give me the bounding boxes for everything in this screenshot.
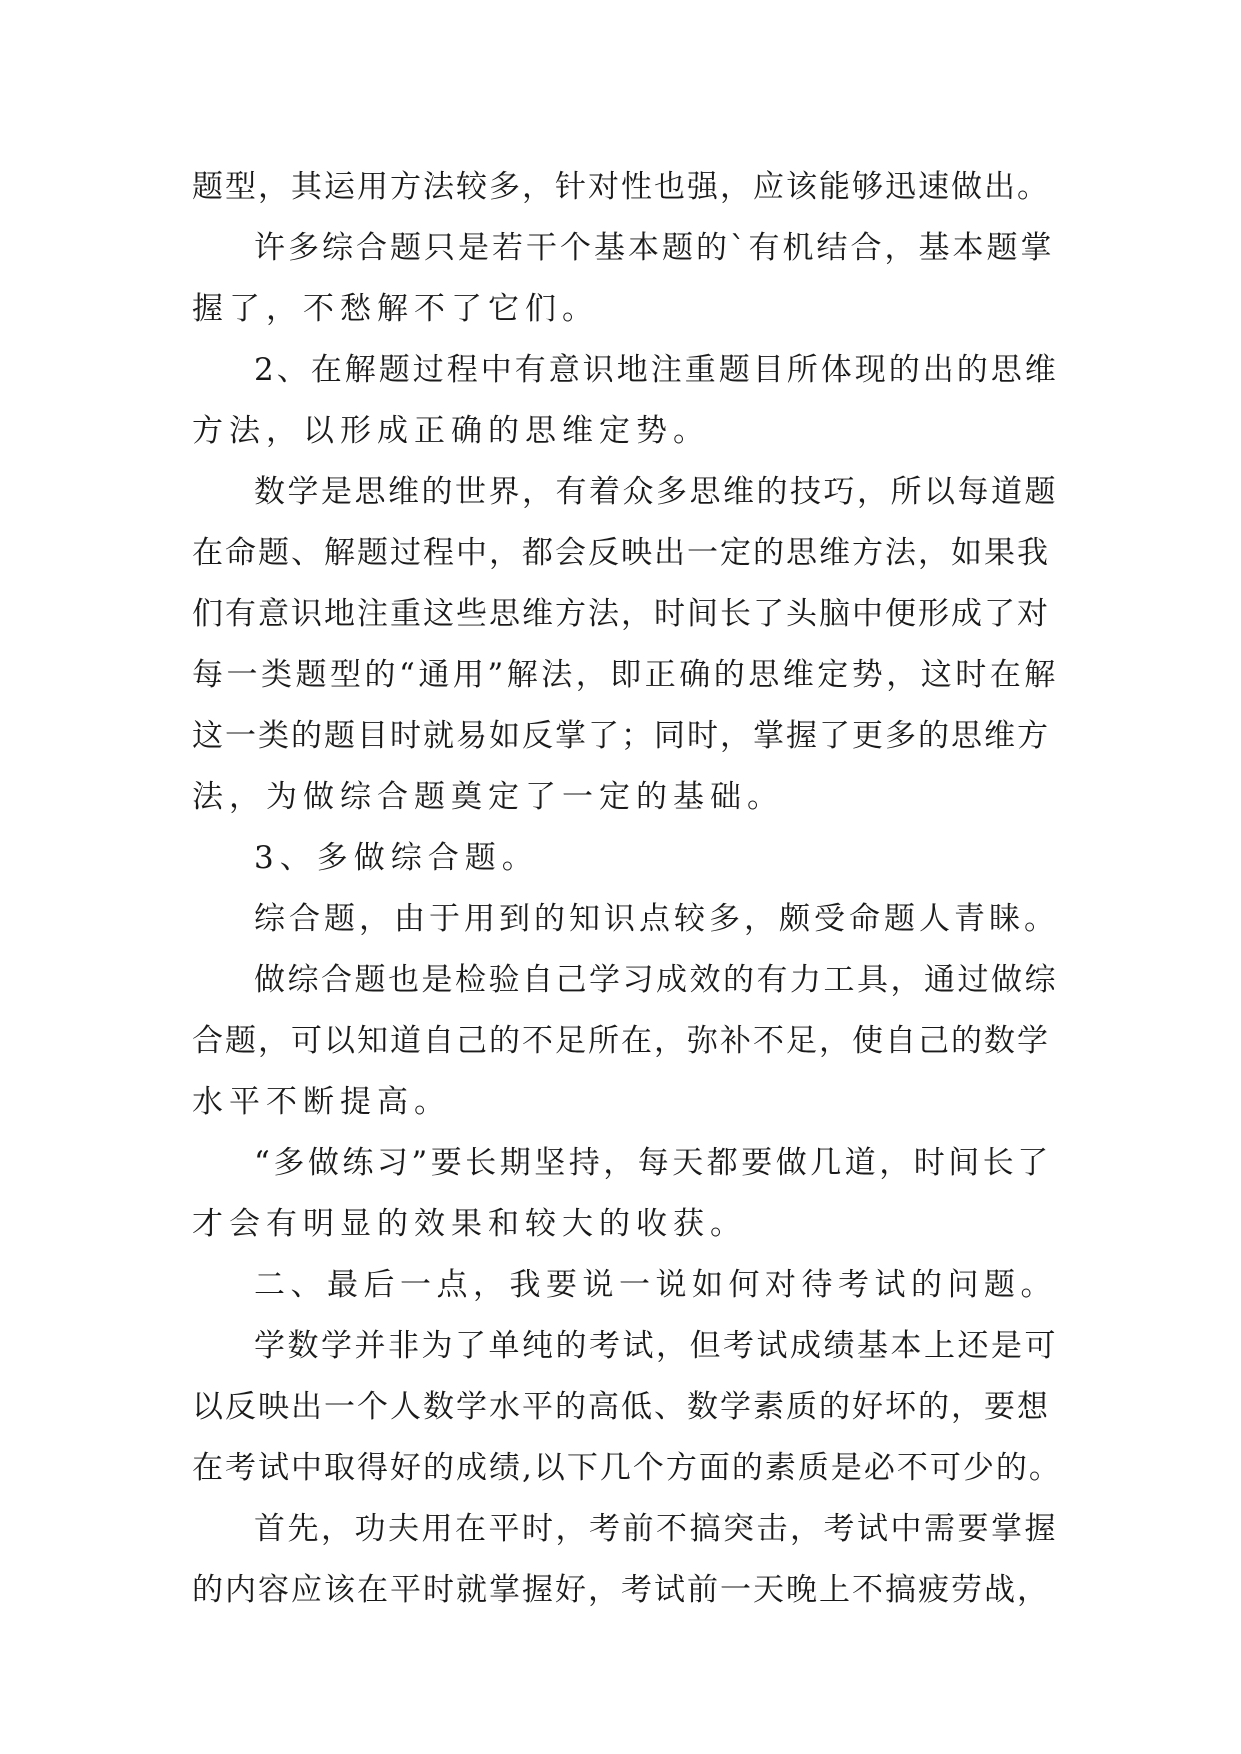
- text-line: 2、在解题过程中有意识地注重题目所体现的出的思维: [254, 352, 1059, 388]
- text-line: 3、多做综合题。: [254, 840, 539, 876]
- text-line: 法，为做综合题奠定了一定的基础。: [192, 779, 784, 815]
- text-line: 在考试中取得好的成绩,以下几个方面的素质是必不可少的。: [192, 1450, 1062, 1486]
- text-line: 首先，功夫用在平时，考前不搞突击，考试中需要掌握: [254, 1511, 1058, 1547]
- text-line: 综合题，由于用到的知识点较多，颇受命题人青睐。: [254, 901, 1059, 937]
- text-line: 的内容应该在平时就掌握好，考试前一天晚上不搞疲劳战，: [192, 1572, 1050, 1608]
- text-line: 题型，其运用方法较多，针对性也强，应该能够迅速做出。: [192, 169, 1050, 205]
- text-line: 二、最后一点，我要说一说如何对待考试的问题。: [254, 1267, 1057, 1303]
- text-line: 这一类的题目时就易如反掌了；同时，掌握了更多的思维方: [192, 718, 1050, 754]
- text-line: 学数学并非为了单纯的考试，但考试成绩基本上还是可: [254, 1328, 1058, 1364]
- text-line: 在命题、解题过程中，都会反映出一定的思维方法，如果我: [192, 535, 1050, 571]
- text-line: 许多综合题只是若干个基本题的`有机结合，基本题掌: [254, 230, 1055, 266]
- text-line: 以反映出一个人数学水平的高低、数学素质的好坏的，要想: [192, 1389, 1050, 1425]
- text-line: 们有意识地注重这些思维方法，时间长了头脑中便形成了对: [192, 596, 1050, 632]
- text-line: 数学是思维的世界，有着众多思维的技巧，所以每道题: [254, 474, 1058, 510]
- text-line: 握了，不愁解不了它们。: [192, 291, 599, 327]
- text-line: “多做练习”要长期坚持，每天都要做几道，时间长了: [254, 1145, 1052, 1181]
- text-line: 水平不断提高。: [192, 1084, 451, 1120]
- text-line: 每一类题型的“通用”解法，即正确的思维定势，这时在解: [192, 657, 1059, 693]
- text-line: 做综合题也是检验自己学习成效的有力工具，通过做综: [254, 962, 1058, 998]
- text-line: 方法，以形成正确的思维定势。: [192, 413, 710, 449]
- text-line: 才会有明显的效果和较大的收获。: [192, 1206, 747, 1242]
- text-line: 合题，可以知道自己的不足所在，弥补不足，使自己的数学: [192, 1023, 1050, 1059]
